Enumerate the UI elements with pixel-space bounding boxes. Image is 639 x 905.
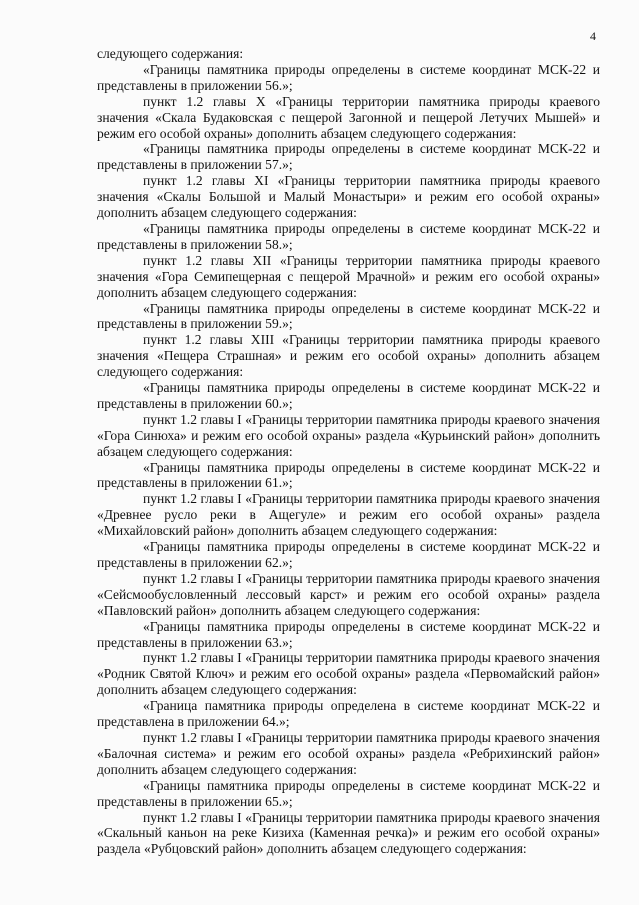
paragraph: «Границы памятника природы определены в системе координат МСК-22 и представлены в приложении 61.»;	[97, 459, 600, 491]
paragraph: «Границы памятника природы определены в системе координат МСК-22 и представлены в приложении 65.»;	[97, 777, 600, 809]
paragraph: пункт 1.2 главы XIII «Границы территории памятника природы краевого значения «Пещера Страшная» и режим его особой охраны» дополнить абзацем следующего содержания:	[97, 332, 600, 380]
paragraph: пункт 1.2 главы I «Границы территории памятника природы краевого значения «Древнее русло реки в Ащегуле» и режим его особой охраны» раздела «Михайловский район» дополнить абзацем следующего содержания:	[97, 491, 600, 539]
paragraph: следующего содержания:	[97, 46, 244, 61]
paragraph: пункт 1.2 главы I «Границы территории памятника природы краевого значения «Сейсмообусловленный лессовый карст» и режим его особой охраны» раздела «Павловский район» дополнить абзацем следующего содержания:	[97, 570, 600, 618]
paragraph: пункт 1.2 главы I «Границы территории памятника природы краевого значения «Балочная система» и режим его особой охраны» раздела «Ребрихинский район» дополнить абзацем следующего содержания:	[97, 729, 600, 777]
paragraph: «Границы памятника природы определены в системе координат МСК-22 и представлены в приложении 62.»;	[97, 539, 600, 570]
paragraph: «Границы памятника природы определены в системе координат МСК-22 и представлены в приложении 58.»;	[97, 220, 600, 252]
paragraph: «Границы памятника природы определены в системе координат МСК-22 и представлены в приложении 56.»;	[97, 61, 600, 93]
paragraph: пункт 1.2 главы X «Границы территории памятника природы краевого значения «Скала Будаковская с пещерой Загонной и пещерой Летучих Мышей» и режим его особой охраны» дополнить абзацем следующего содержания:	[97, 93, 600, 141]
paragraph: пункт 1.2 главы I «Границы территории памятника природы краевого значения «Скальный каньон на реке Кизиха (Каменная речка)» и режим его особой охраны» раздела «Рубцовский район» дополнить абзацем следующего содержания:	[97, 809, 600, 857]
paragraph: «Границы памятника природы определены в системе координат МСК-22 и представлены в приложении 57.»;	[97, 141, 600, 173]
paragraph: «Границы памятника природы определены в системе координат МСК-22 и представлены в приложении 63.»;	[97, 618, 600, 650]
paragraph: пункт 1.2 главы I «Границы территории памятника природы краевого значения «Гора Синюха» и режим его особой охраны» раздела «Курьинский район» дополнить абзацем следующего содержания:	[97, 411, 600, 459]
paragraph: «Граница памятника природы определена в системе координат МСК-22 и представлена в приложении 64.»;	[97, 698, 600, 730]
paragraph: «Границы памятника природы определены в системе координат МСК-22 и представлены в приложении 60.»;	[97, 380, 600, 411]
paragraph: пункт 1.2 главы XI «Границы территории памятника природы краевого значения «Скалы Большой и Малый Монастыри» и режим его особой охраны» дополнить абзацем следующего содержания:	[97, 173, 600, 221]
paragraph: пункт 1.2 главы I «Границы территории памятника природы краевого значения «Родник Святой Ключ» и режим его особой охраны» раздела «Первомайский район» дополнить абзацем следующего содержания:	[97, 650, 600, 698]
page-number: 4	[590, 29, 596, 43]
paragraph: «Границы памятника природы определены в системе координат МСК-22 и представлены в приложении 59.»;	[97, 300, 600, 332]
paragraph: пункт 1.2 главы XII «Границы территории памятника природы краевого значения «Гора Семипещерная с пещерой Мрачной» и режим его особой охраны» дополнить абзацем следующего содержания:	[97, 252, 600, 300]
document-body	[97, 46, 600, 857]
